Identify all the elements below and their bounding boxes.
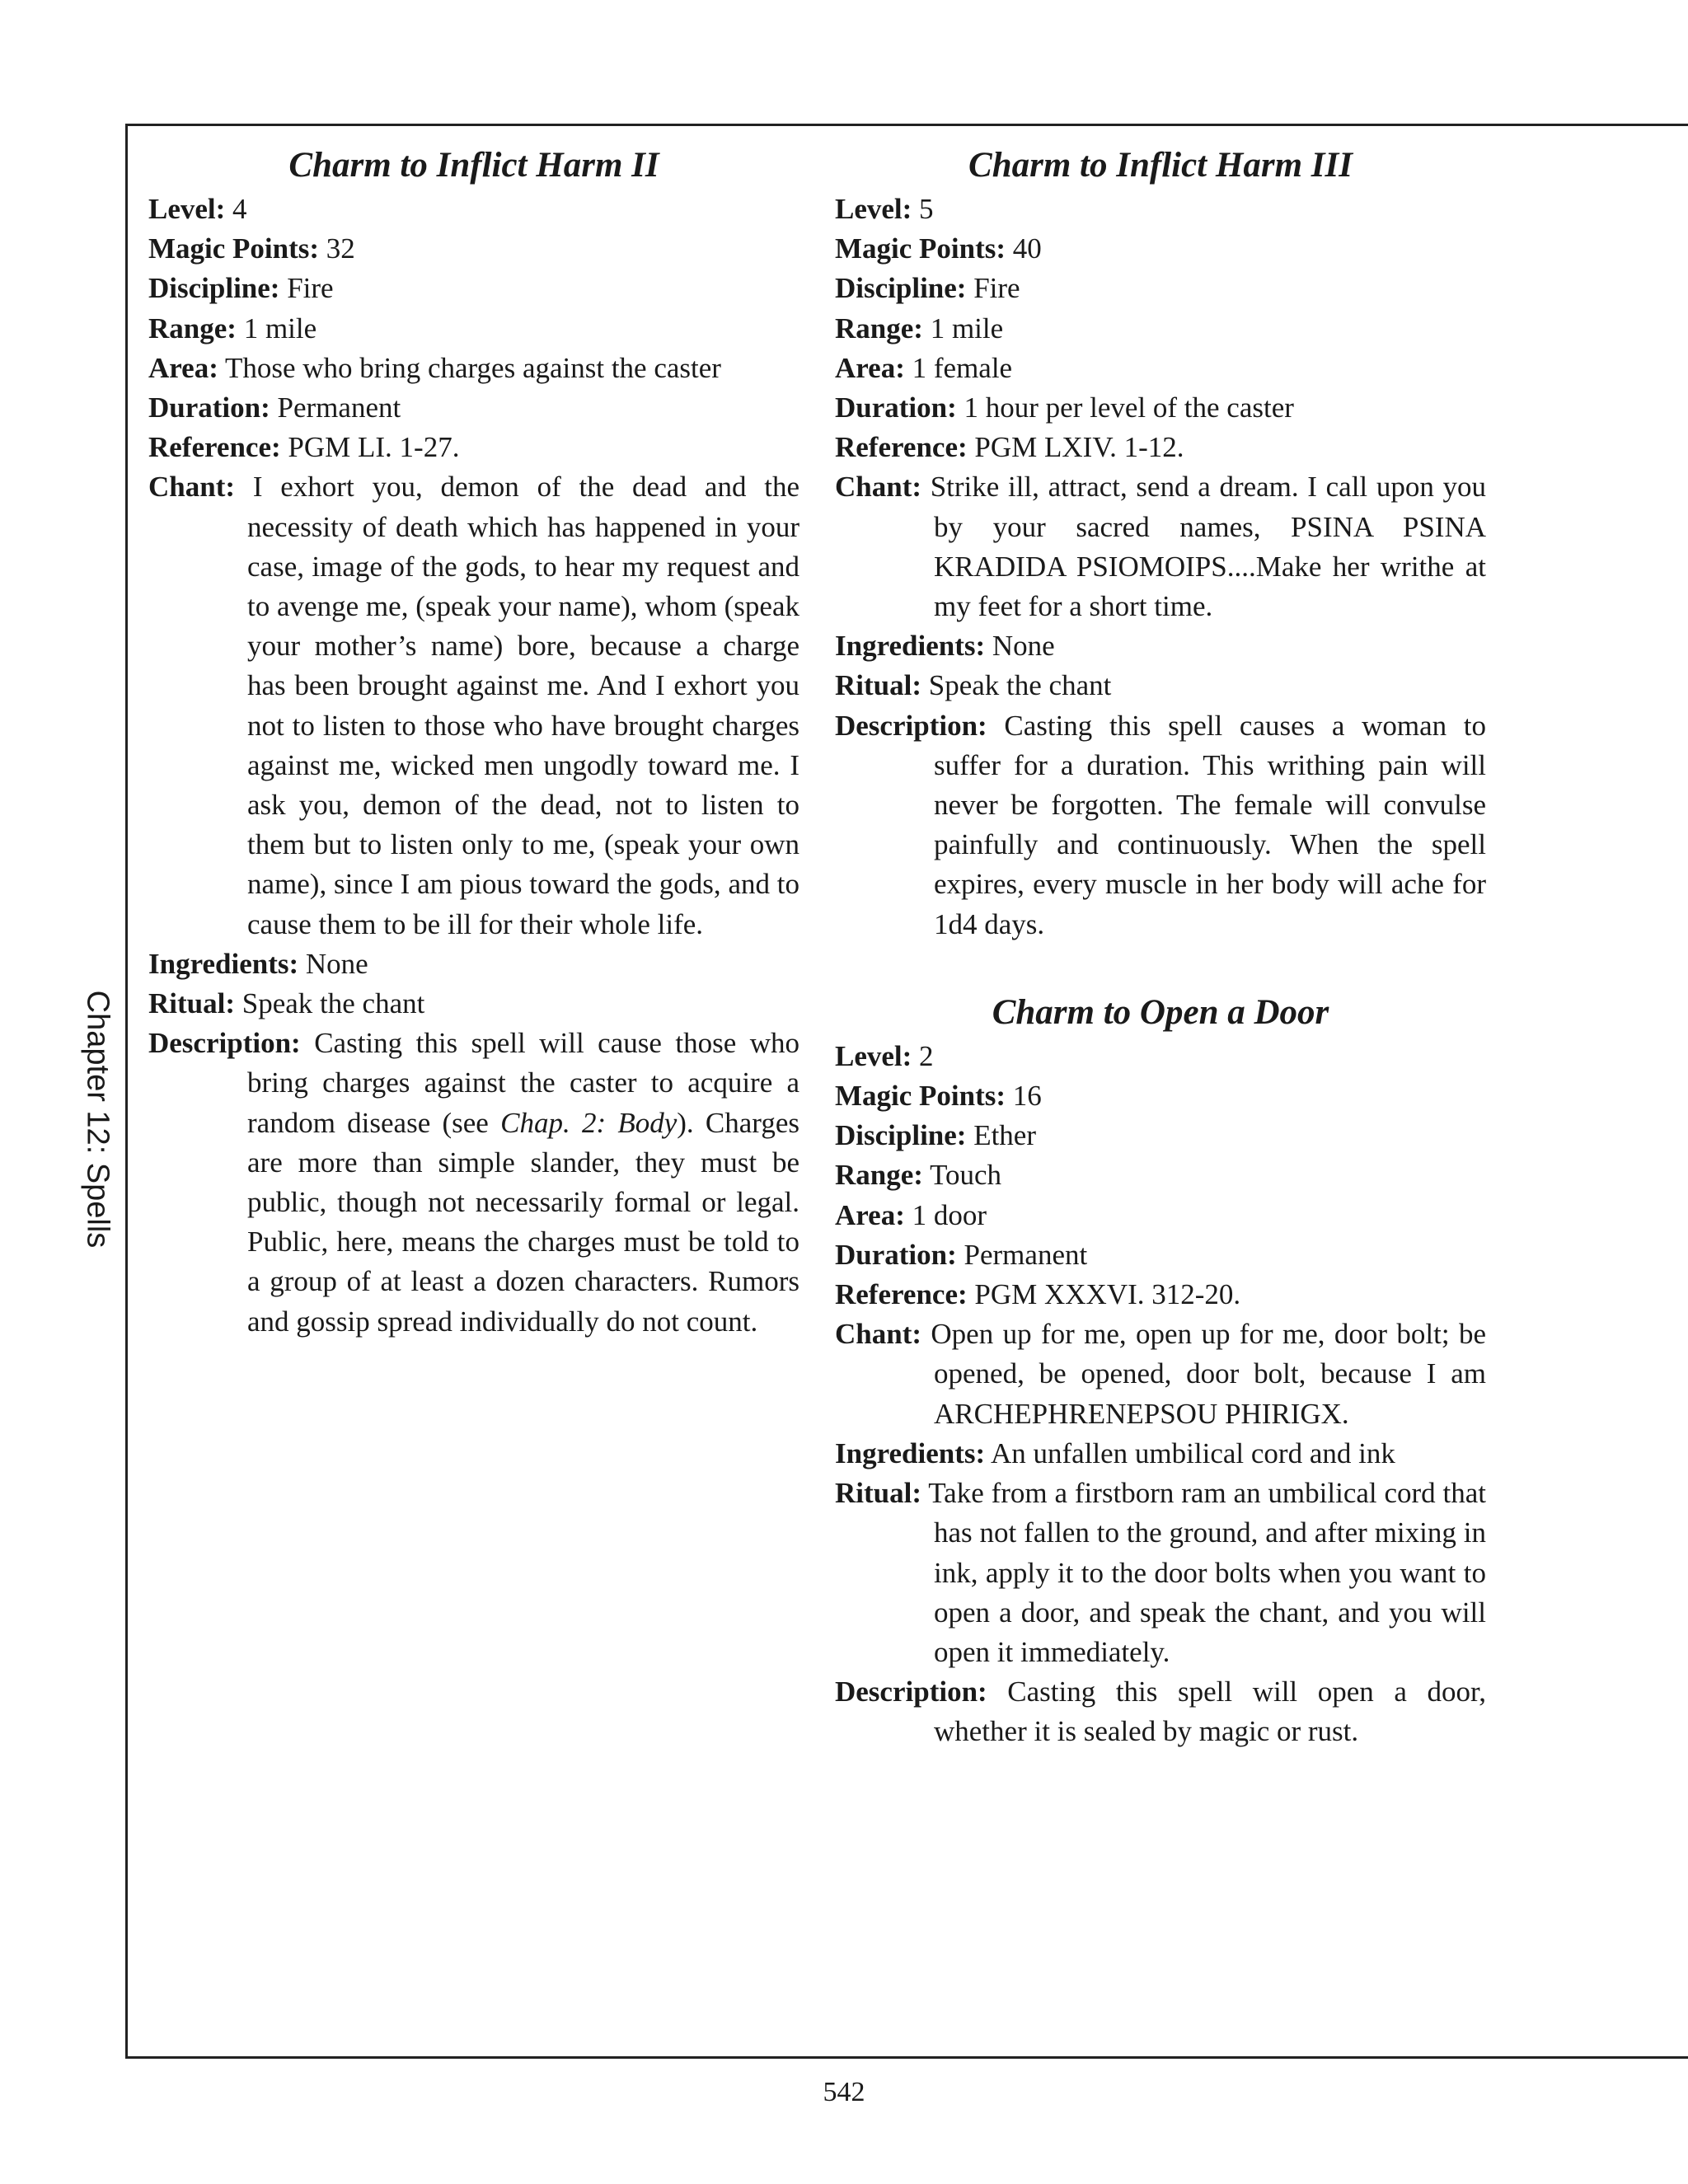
left-column (148, 145, 799, 1390)
field-ritual (835, 666, 1486, 705)
field-ritual (148, 984, 799, 1024)
field-value: Fire (287, 272, 334, 305)
field-value-continued: ). Charges are more than simple slander, they must be public, though not necessarily formal or legal. Public, here, means the charges must be told to a group of at least a dozen characters. Rumors and gossip spread individually do not count. (247, 1106, 799, 1338)
field-label: Duration: (835, 391, 957, 424)
field-label: Reference: (148, 431, 281, 464)
field-duration (835, 388, 1486, 428)
field-label: Level: (148, 193, 226, 225)
field-value: PGM XXXVI. 312-20. (974, 1278, 1241, 1311)
field-magic-points (835, 1076, 1486, 1116)
field-value: 1 female (912, 351, 1013, 384)
field-value: 2 (919, 1039, 934, 1072)
field-value: Speak the chant (928, 669, 1112, 702)
field-label: Ingredients: (835, 1436, 986, 1469)
field-label: Chant: (835, 471, 922, 504)
right-column (835, 145, 1486, 1800)
field-label: Description: (835, 1675, 987, 1708)
field-area (148, 349, 799, 388)
field-value: Open up for me, open up for me, door bolt; be opened, be opened, door bolt, because I am ARCHEPHRENEPSOU PHIRIGX. (931, 1318, 1486, 1430)
field-label: Area: (835, 351, 905, 384)
spell-title: Charm to Inflict Harm III (968, 146, 1353, 185)
field-value: Casting this spell will cause those who bring charges against the caster to acquire a random disease (see (247, 1027, 800, 1139)
field-value: Touch (930, 1159, 1002, 1192)
field-reference (835, 1275, 1486, 1315)
field-label: Chant: (835, 1318, 922, 1351)
field-ingredients (148, 944, 799, 984)
field-value: Ether (973, 1119, 1036, 1152)
field-ingredients (835, 626, 1486, 666)
field-label: Chant: (148, 471, 236, 504)
field-value: 1 mile (243, 312, 317, 344)
field-duration (148, 388, 799, 428)
field-label: Discipline: (148, 272, 280, 305)
field-level (835, 190, 1486, 229)
field-description (835, 706, 1486, 944)
field-magic-points (835, 229, 1486, 269)
field-value: Speak the chant (241, 987, 425, 1020)
field-range (835, 309, 1486, 349)
field-label: Area: (148, 351, 218, 384)
field-area (835, 349, 1486, 388)
field-value: Permanent (277, 391, 401, 424)
field-duration (835, 1235, 1486, 1275)
spell-title: Charm to Inflict Harm II (288, 146, 659, 185)
field-label: Range: (835, 312, 923, 344)
field-value: 1 hour per level of the caster (964, 391, 1294, 424)
field-label: Level: (835, 193, 912, 225)
field-value: 1 mile (930, 312, 1004, 344)
field-area (835, 1196, 1486, 1235)
field-label: Reference: (835, 431, 968, 464)
chapter-reference: Chap. 2: Body (500, 1106, 678, 1139)
field-label: Level: (835, 1039, 912, 1072)
field-level (148, 190, 799, 229)
field-value: Casting this spell causes a woman to suffer for a duration. This writhing pain will never be forgotten. The female will convulse painfully and continuously. When the spell expires, every muscle in her body will ache for 1d4 days. (934, 709, 1487, 940)
field-value: Casting this spell will open a door, whether it is sealed by magic or rust. (934, 1675, 1486, 1748)
field-value: 1 door (912, 1198, 987, 1231)
spell-title: Charm to Open a Door (992, 992, 1329, 1032)
field-label: Magic Points: (835, 1080, 1006, 1113)
page-number: 542 (823, 2077, 865, 2107)
spell-charm-to-inflict-harm-ii (148, 145, 799, 1342)
field-discipline (835, 269, 1486, 308)
field-discipline (835, 1116, 1486, 1155)
field-label: Reference: (835, 1278, 968, 1311)
field-value: Permanent (964, 1238, 1088, 1271)
field-label: Ingredients: (148, 947, 299, 980)
field-value: Take from a firstborn ram an umbilical cord that has not fallen to the ground, and after mixing in ink, apply it to the door bolts when you want to open a door, and speak the chant, and you will open it immediately. (928, 1477, 1487, 1668)
field-label: Magic Points: (835, 232, 1006, 265)
field-label: Duration: (835, 1238, 957, 1271)
field-value: 40 (1012, 232, 1042, 265)
field-value: I exhort you, demon of the dead and the necessity of death which has happened in your case, image of the gods, to hear my request and to avenge me, (speak your name), whom (speak your mother’s name) bore, because a charge has been brought against me. And I exhort you not to listen to those who have brought charges against me, wicked men ungodly toward me. I ask you, demon of the dead, not to listen to them but to listen only to me, (speak your own name), since I am pious toward the gods, and to cause them to be ill for their whole life. (247, 471, 800, 940)
field-magic-points (148, 229, 799, 269)
field-value: 4 (232, 193, 247, 225)
field-ingredients (835, 1434, 1486, 1474)
field-value: None (305, 947, 368, 980)
field-label: Discipline: (835, 272, 967, 305)
field-label: Ingredients: (835, 630, 986, 663)
spell-charm-to-inflict-harm-iii (835, 145, 1486, 944)
field-label: Ritual: (835, 1477, 921, 1510)
chapter-label: Chapter 12: Spells (80, 990, 115, 1249)
field-label: Duration: (148, 391, 270, 424)
field-level (835, 1037, 1486, 1076)
field-label: Description: (148, 1027, 301, 1060)
field-range (148, 309, 799, 349)
field-description (148, 1024, 799, 1342)
field-value: Those who bring charges against the caster (225, 351, 721, 384)
spell-charm-to-open-a-door (835, 992, 1486, 1752)
field-value: PGM LXIV. 1-12. (974, 431, 1184, 464)
field-value: 32 (326, 232, 355, 265)
field-label: Range: (835, 1159, 923, 1192)
field-chant (148, 467, 799, 944)
field-value: PGM LI. 1-27. (288, 431, 460, 464)
field-value: 5 (919, 193, 934, 225)
field-description (835, 1672, 1486, 1751)
field-ritual (835, 1474, 1486, 1672)
field-chant (835, 467, 1486, 626)
field-label: Description: (835, 709, 987, 742)
field-label: Magic Points: (148, 232, 320, 265)
field-label: Ritual: (835, 669, 921, 702)
field-value: Strike ill, attract, send a dream. I call upon you by your sacred names, PSINA PSINA KRADIDA PSIOMOIPS....Make her writhe at my feet for a short time. (930, 471, 1486, 623)
field-chant (835, 1315, 1486, 1434)
field-reference (148, 428, 799, 467)
field-label: Ritual: (148, 987, 235, 1020)
field-value: Fire (973, 272, 1020, 305)
field-discipline (148, 269, 799, 308)
field-label: Area: (835, 1198, 905, 1231)
field-reference (835, 428, 1486, 467)
field-label: Discipline: (835, 1119, 967, 1152)
field-label: Range: (148, 312, 237, 344)
field-range (835, 1155, 1486, 1195)
field-value: 16 (1012, 1080, 1042, 1113)
field-value: An unfallen umbilical cord and ink (990, 1436, 1395, 1469)
field-value: None (992, 630, 1055, 663)
